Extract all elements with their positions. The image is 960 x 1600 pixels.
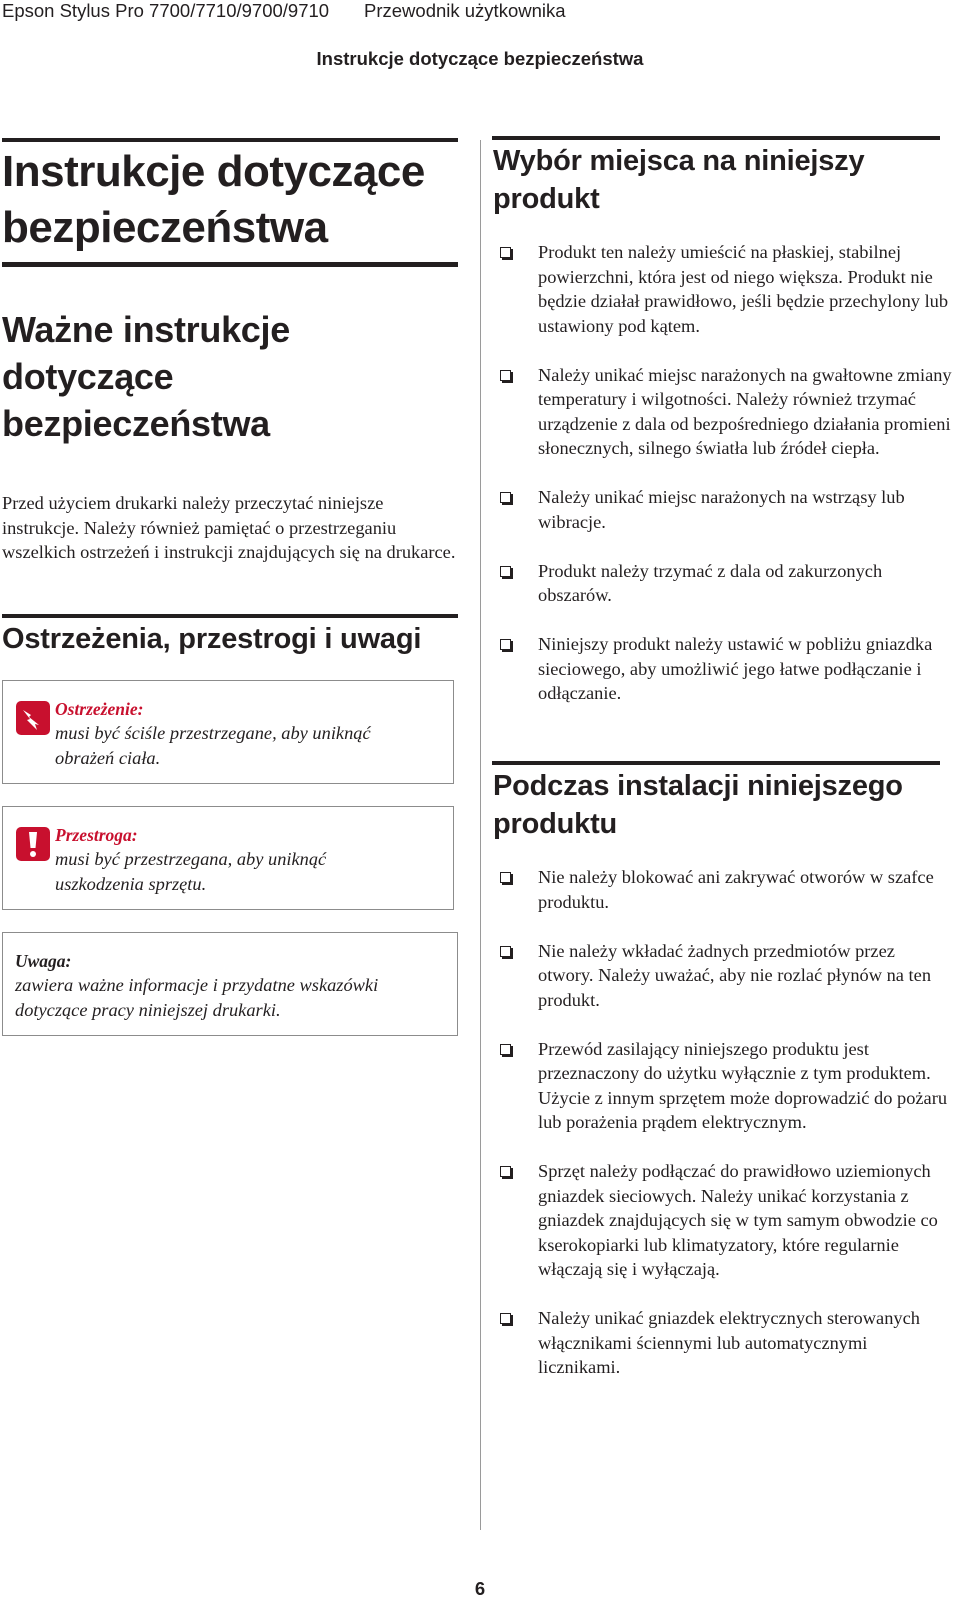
section-heading-line: produktu [493, 808, 618, 840]
warning-label: Ostrzeżenie: [55, 699, 144, 719]
note-text [15, 973, 451, 1022]
page-title-line: Instrukcje dotyczące [2, 147, 425, 196]
caution-text-line: uszkodzenia sprzętu. [55, 873, 207, 894]
list-item-text: Należy unikać miejsc narażonych na gwałtowne zmiany temperatury i wilgotności. Należy również trzymać urządzenie z dala od bezpośredniego działania promieni słonecznych, silnego światła lub źródeł ciepła. [538, 364, 952, 458]
section-heading-location [493, 142, 941, 218]
list-item-text: Należy unikać gniazdek elektrycznych sterowanych włącznikami ściennymi lub automatycznymi licznikami. [538, 1308, 920, 1377]
checkbox-bullet-icon [500, 1044, 511, 1055]
section-heading-line: Wybór miejsca na niniejszy [493, 145, 865, 177]
note-text-line: zawiera ważne informacje i przydatne wskazówki [15, 975, 379, 995]
list-item-text: Należy unikać miejsc narażonych na wstrząsy lub wibracje. [538, 487, 905, 532]
list-item [500, 1037, 952, 1135]
list-item [500, 865, 952, 914]
installation-list [500, 865, 952, 1404]
checkbox-bullet-icon [500, 639, 511, 650]
note-box [2, 932, 458, 1036]
chapter-title: Instrukcje dotyczące bezpieczeństwa [316, 48, 644, 69]
checkbox-bullet-icon [500, 492, 511, 503]
page-number: 6 [474, 1578, 486, 1599]
section-heading-line: Ważne instrukcje [2, 309, 290, 350]
product-name: Epson Stylus Pro 7700/7710/9700/9710 [2, 0, 330, 21]
title-rule-top [2, 138, 458, 142]
checkbox-bullet-icon [500, 946, 511, 957]
list-item-text: Sprzęt należy podłączać do prawidłowo uziemionych gniazdek sieciowych. Należy unikać korzystania z gniazdek znajdujących się w tym samym obwodzie co kserokopiarki lub klimatyzatory, które regularnie włączają się i wyłączają. [538, 1161, 938, 1279]
section-rule [492, 761, 940, 765]
checkbox-bullet-icon [500, 1166, 511, 1177]
warning-text-line: obrażeń ciała. [55, 747, 161, 768]
list-item [500, 559, 952, 608]
section-heading-line: Podczas instalacji niniejszego [493, 770, 903, 802]
checkbox-bullet-icon [500, 247, 511, 258]
list-item-text: Produkt należy trzymać z dala od zakurzonych obszarów. [538, 560, 883, 605]
section-rule [2, 614, 458, 618]
caution-box [2, 806, 454, 910]
column-divider [480, 140, 481, 1530]
note-text-line: dotyczące pracy niniejszej drukarki. [15, 999, 281, 1020]
list-item-text: Przewód zasilający niniejszego produktu jest przeznaczony do użytku wyłącznie z tym produktem. Użycie z innym sprzętem może doprowadzić do pożaru lub porażenia prądem elektrycznym. [538, 1038, 948, 1132]
section-heading-installation [493, 767, 941, 843]
section-heading-line: dotyczące [2, 356, 174, 397]
list-item-text: Niniejszy produkt należy ustawić w pobliżu gniazdka sieciowego, aby umożliwić jego łatwe podłączanie i odłączanie. [538, 634, 933, 703]
lightning-warning-icon [16, 701, 50, 735]
warning-box [2, 680, 454, 784]
list-item [500, 632, 952, 706]
caution-label: Przestroga: [55, 825, 138, 845]
guide-name: Przewodnik użytkownika [364, 0, 566, 21]
section-heading-line: bezpieczeństwa [2, 403, 270, 444]
section-rule [492, 136, 940, 140]
title-rule-bottom [2, 262, 458, 267]
checkbox-bullet-icon [500, 872, 511, 883]
checkbox-bullet-icon [500, 370, 511, 381]
note-label: Uwaga: [15, 951, 72, 971]
caution-text-line: musi być przestrzegana, aby uniknąć [55, 849, 327, 869]
running-header [0, 0, 960, 24]
caution-text [55, 847, 447, 896]
list-item [500, 240, 952, 338]
page-title-line: bezpieczeństwa [2, 203, 328, 252]
checkbox-bullet-icon [500, 566, 511, 577]
list-item-text: Nie należy wkładać żadnych przedmiotów przez otwory. Należy uważać, aby nie rozlać płynów na ten produkt. [538, 940, 932, 1010]
warning-text-line: musi być ściśle przestrzegane, aby uniknąć [55, 723, 371, 743]
section-heading-important [2, 306, 458, 447]
intro-paragraph: Przed użyciem drukarki należy przeczytać niniejsze instrukcje. Należy również pamiętać o przestrzeganiu wszelkich ostrzeżeń i instrukcji znajdujących się na drukarce. [2, 493, 456, 562]
location-list [500, 240, 952, 730]
list-item-text: Nie należy blokować ani zakrywać otworów w szafce produktu. [538, 867, 934, 912]
list-item [500, 939, 952, 1013]
list-item [500, 1306, 952, 1380]
list-item [500, 1159, 952, 1282]
warning-text [55, 721, 447, 770]
list-item [500, 485, 952, 534]
section-heading-warnings: Ostrzeżenia, przestrogi i uwagi [2, 623, 422, 655]
exclamation-caution-icon [16, 827, 50, 861]
section-heading-line: produkt [493, 183, 600, 215]
page-title [2, 144, 458, 256]
list-item [500, 363, 952, 461]
checkbox-bullet-icon [500, 1313, 511, 1324]
list-item-text: Produkt ten należy umieścić na płaskiej, stabilnej powierzchni, która jest od niego większa. Produkt nie będzie działał prawidłowo, jeśli będzie przechylony lub ustawiony pod kątem. [538, 242, 949, 336]
